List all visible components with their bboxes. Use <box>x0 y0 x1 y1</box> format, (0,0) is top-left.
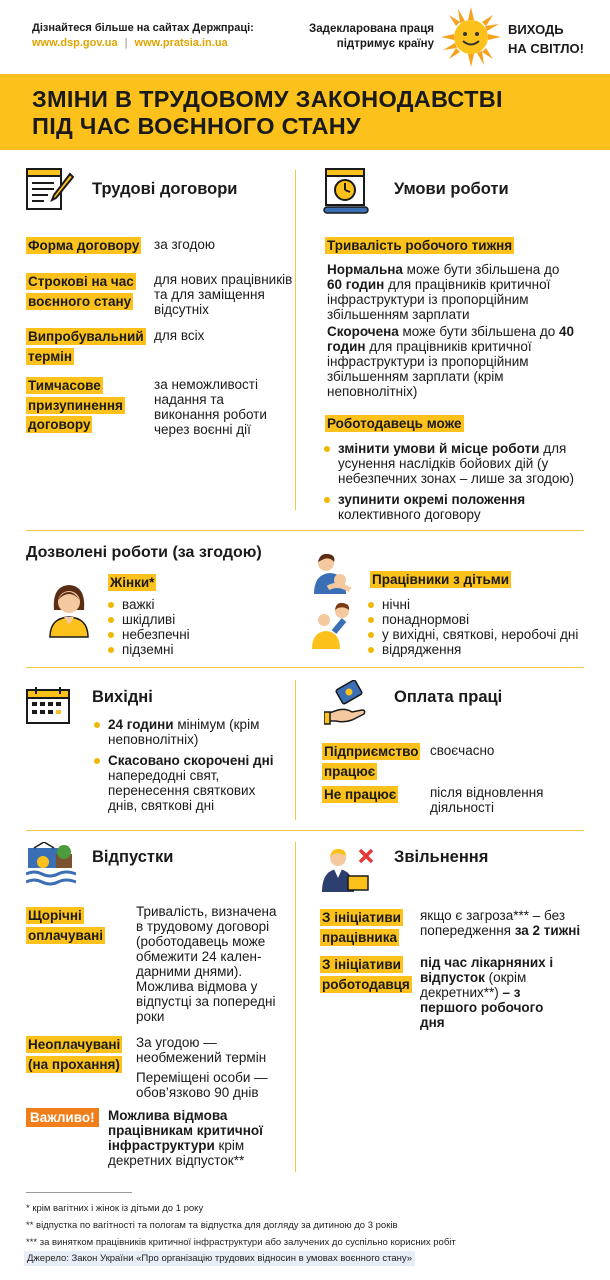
list-item: у вихідні, святкові, неробочі дні <box>366 627 596 642</box>
woman-icon <box>44 580 94 638</box>
calendar-icon <box>26 686 70 724</box>
title-line1: ЗМІНИ В ТРУДОВОМУ ЗАКОНОДАВСТВІ <box>32 86 503 112</box>
normal-week-text: Нормальна може бути збільшена до 60 годин для працівників критичної інфраструктури із пропорційним збільшенням зарплати <box>327 262 560 322</box>
probation-value: для всіх <box>154 328 205 343</box>
parents-label: Працівники з дітьми <box>372 572 510 587</box>
list-item: понаднормові <box>366 612 596 627</box>
title-line2: ПІД ЧАС ВОЄННОГО СТАНУ <box>32 113 361 139</box>
divider-vertical-1 <box>295 170 296 510</box>
divider-horizontal-1 <box>26 530 584 531</box>
parents-icon <box>310 552 356 650</box>
contract-form-label: Форма договору <box>28 238 140 253</box>
divider-horizontal-3 <box>26 830 584 831</box>
list-item: важкі <box>106 597 256 612</box>
divider-horizontal-2 <box>26 667 584 668</box>
women-list <box>106 597 256 657</box>
employer-initiative-value: під час лікарняних і відпусток (окрім декретних**) – з першого робочого дня <box>420 955 554 1030</box>
list-item: нічні <box>366 597 596 612</box>
not-working-label: Не працює <box>324 787 397 802</box>
vacation-icon <box>26 842 76 890</box>
list-item: відрядження <box>366 642 596 657</box>
site-links <box>32 37 228 49</box>
company-works-value: своєчасно <box>430 743 495 758</box>
contracts-heading: Трудові договори <box>92 180 238 198</box>
title-banner <box>0 74 610 150</box>
list-item: небезпечні <box>106 627 256 642</box>
brand-line2: НА СВІТЛО! <box>508 41 584 56</box>
list-item: 24 години мінімум (крім неповнолітніх) <box>92 717 282 747</box>
brand-text <box>508 20 584 58</box>
footnote-2: ** відпустка по вагітності та пологам та відпустка для догляду за дитиною до 3 років <box>26 1220 398 1231</box>
fixed-term-label: Строкові на час воєнного стану <box>28 274 134 309</box>
short-week-text: Скорочена може бути збільшена до 40 годин для працівників критичної інфраструктури із пропорційним збільшенням зарплати (крім неповнолітніх) <box>327 324 574 399</box>
employee-initiative-value: якщо є загроза*** – без попередження за 2 тижні <box>420 908 581 938</box>
brand-line1: ВИХОДЬ <box>508 22 564 37</box>
footnote-divider <box>26 1192 132 1193</box>
annual-leave-value: Тривалість, визначена в трудовому договорі (роботодавець може обмежити 24 кален-дарними днями). Можлива відмова у відпустці за попередні роки <box>136 904 277 1024</box>
list-item: Скасовано скорочені дні напередодні свят, перенесення святкових днів, святкові дні <box>92 753 282 813</box>
page-title <box>32 86 503 140</box>
footnote-3: *** за винятком працівників критичної інфраструктури або залучених до суспільно корисних робіт <box>26 1237 456 1248</box>
list-item: зупинити окремі положення колективного договору <box>322 492 582 522</box>
source-note: Джерело: Закон України «Про організацію трудових відносин в умовах воєнного стану» <box>24 1251 415 1266</box>
footnote-1: * крім вагітних і жінок із дітьми до 1 року <box>26 1203 204 1214</box>
contract-icon <box>26 168 74 210</box>
pratsia-link[interactable]: www.pratsia.in.ua <box>134 37 228 49</box>
employer-initiative-label: З ініціативи роботодавця <box>322 957 410 992</box>
annual-leave-label: Щорічні оплачувані <box>28 908 104 943</box>
not-working-value: після відновлення діяльності <box>430 785 544 815</box>
contract-form-value: за згодою <box>154 237 215 252</box>
allowed-works-heading: Дозволені роботи (за згодою) <box>26 544 262 561</box>
clock-icon <box>322 166 372 216</box>
unpaid-leave-value-1: За угодою — необмежений термін <box>136 1035 267 1065</box>
week-duration-label: Тривалість робочого тижня <box>327 238 513 253</box>
vacation-heading: Відпустки <box>92 848 174 866</box>
fixed-term-value: для нових працівників та для заміщення відсутніх <box>154 272 293 317</box>
unpaid-leave-label: Неоплачувані (на прохання) <box>28 1037 121 1072</box>
unpaid-leave-value-2: Переміщені особи — обов’язково 90 днів <box>136 1070 268 1100</box>
suspension-label: Тимчасове призупинення договору <box>28 378 123 433</box>
dismissal-icon <box>320 846 376 892</box>
important-text: Можлива відмова працівникам критичної інфраструктури крім декретних відпусток** <box>108 1108 263 1168</box>
divider-vertical-2 <box>295 680 296 820</box>
sun-logo-icon <box>440 6 502 68</box>
pay-heading: Оплата праці <box>394 688 503 706</box>
divider-vertical-3 <box>295 842 296 1172</box>
money-hand-icon <box>324 680 370 726</box>
slogan-line2: підтримує країну <box>336 38 434 50</box>
slogan <box>290 22 434 52</box>
employee-initiative-label: З ініціативи працівника <box>322 910 401 945</box>
list-item: підземні <box>106 642 256 657</box>
company-works-label: Підприємство працює <box>324 744 419 779</box>
list-item: шкідливі <box>106 612 256 627</box>
employer-can-list <box>322 441 582 522</box>
weekends-list <box>92 717 282 813</box>
link-separator: | <box>124 37 128 49</box>
slogan-line1: Задекларована праця <box>309 23 434 35</box>
employer-can-label: Роботодавець може <box>327 416 462 431</box>
conditions-heading: Умови роботи <box>394 180 509 198</box>
women-label: Жінки* <box>110 575 155 590</box>
header <box>0 0 610 74</box>
list-item: змінити умови й місце роботи для усунення наслідків бойових дій (у небезпечних зонах – лише за згодою) <box>322 441 582 486</box>
weekends-heading: Вихідні <box>92 688 153 706</box>
dsp-link[interactable]: www.dsp.gov.ua <box>32 37 118 49</box>
parents-list <box>366 597 596 657</box>
probation-label: Випробувальний термін <box>28 329 144 364</box>
dismissal-heading: Звільнення <box>394 848 489 866</box>
important-badge: Важливо! <box>26 1108 99 1127</box>
learn-more-text: Дізнайтеся більше на сайтах Держпраці: <box>32 22 254 34</box>
suspension-value: за неможливості надання та виконання роботи через воєнні дії <box>154 377 267 437</box>
